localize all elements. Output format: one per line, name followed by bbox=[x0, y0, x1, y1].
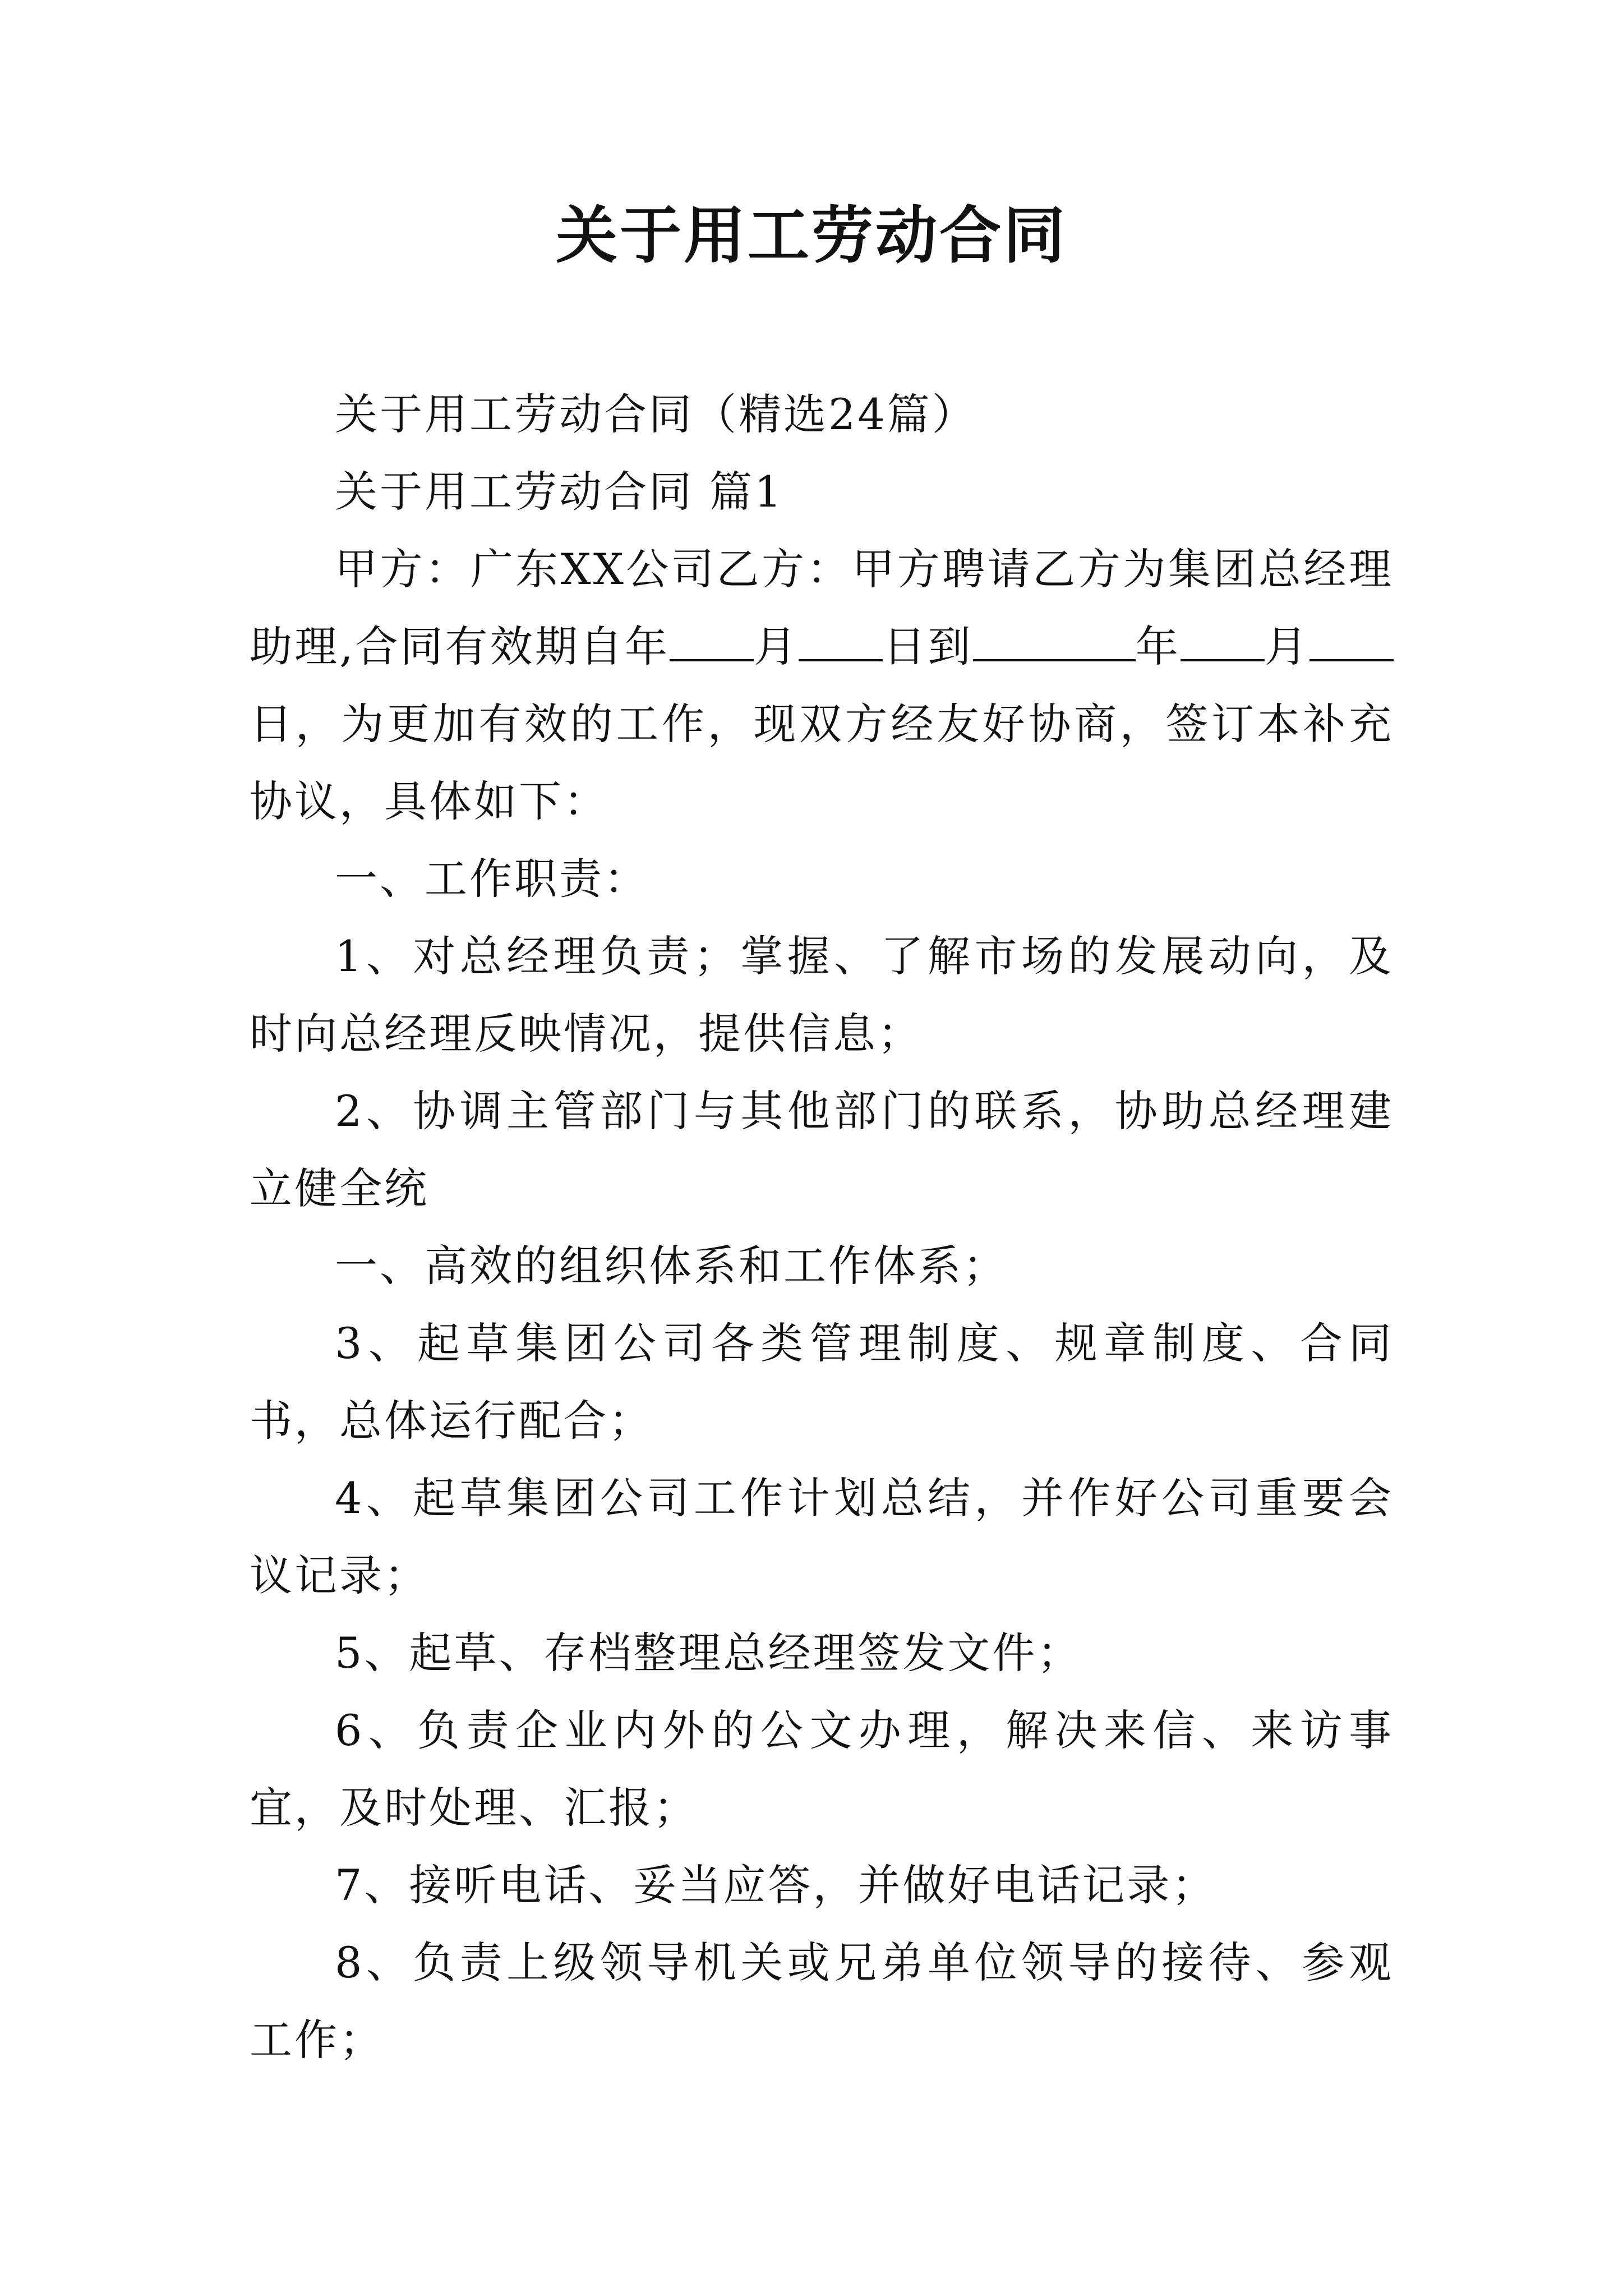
paragraph: 4、起草集团公司工作计划总结，并作好公司重要会议记录； bbox=[250, 1473, 1394, 1600]
paragraph: 2、协调主管部门与其他部门的联系，协助总经理建立健全统 bbox=[250, 1086, 1394, 1213]
document-subtitle: 关于用工劳动合同（精选24篇） bbox=[335, 389, 977, 439]
contract-intro-part1: 甲方：广东XX公司乙方：甲方聘请乙方为集团总经理助理,合同有效期自年 bbox=[250, 544, 1394, 671]
contract-intro-rest: 日，为更加有效的工作，现双方经友好协商，签订本补充协议，具体如下： bbox=[250, 699, 1394, 826]
paragraph: 1、对总经理负责；掌握、了解市场的发展动向，及时向总经理反映情况，提供信息； bbox=[250, 931, 1394, 1059]
contract-day-label: 日到 bbox=[883, 622, 973, 671]
paragraph: 5、起草、存档整理总经理签发文件； bbox=[335, 1628, 1082, 1678]
contract-month2-label: 月 bbox=[1264, 622, 1310, 671]
paragraph: 7、接听电话、妥当应答，并做好电话记录； bbox=[335, 1860, 1217, 1910]
paragraph: 3、起草集团公司各类管理制度、规章制度、合同书，总体运行配合； bbox=[250, 1318, 1394, 1446]
blank-line bbox=[1310, 616, 1394, 661]
paragraph: 6、负责企业内外的公文办理，解决来信、来访事宜，及时处理、汇报； bbox=[250, 1705, 1394, 1833]
document-body bbox=[250, 376, 1394, 2079]
blank-line bbox=[670, 616, 754, 661]
paragraph: 8、负责上级领导机关或兄弟单位领导的接待、参观工作； bbox=[250, 1938, 1394, 2065]
paragraph: 一、工作职责： bbox=[335, 854, 649, 904]
section-heading: 关于用工劳动合同 篇1 bbox=[335, 467, 784, 517]
blank-line bbox=[973, 616, 1136, 661]
contract-intro-paragraph bbox=[250, 531, 1394, 840]
blank-line bbox=[799, 616, 883, 661]
contract-month-label: 月 bbox=[754, 622, 799, 671]
paragraph: 一、高效的组织体系和工作体系； bbox=[335, 1241, 1008, 1291]
document-title: 关于用工劳动合同 bbox=[556, 199, 1067, 272]
blank-line bbox=[1181, 616, 1265, 661]
contract-year-label: 年 bbox=[1135, 622, 1181, 671]
